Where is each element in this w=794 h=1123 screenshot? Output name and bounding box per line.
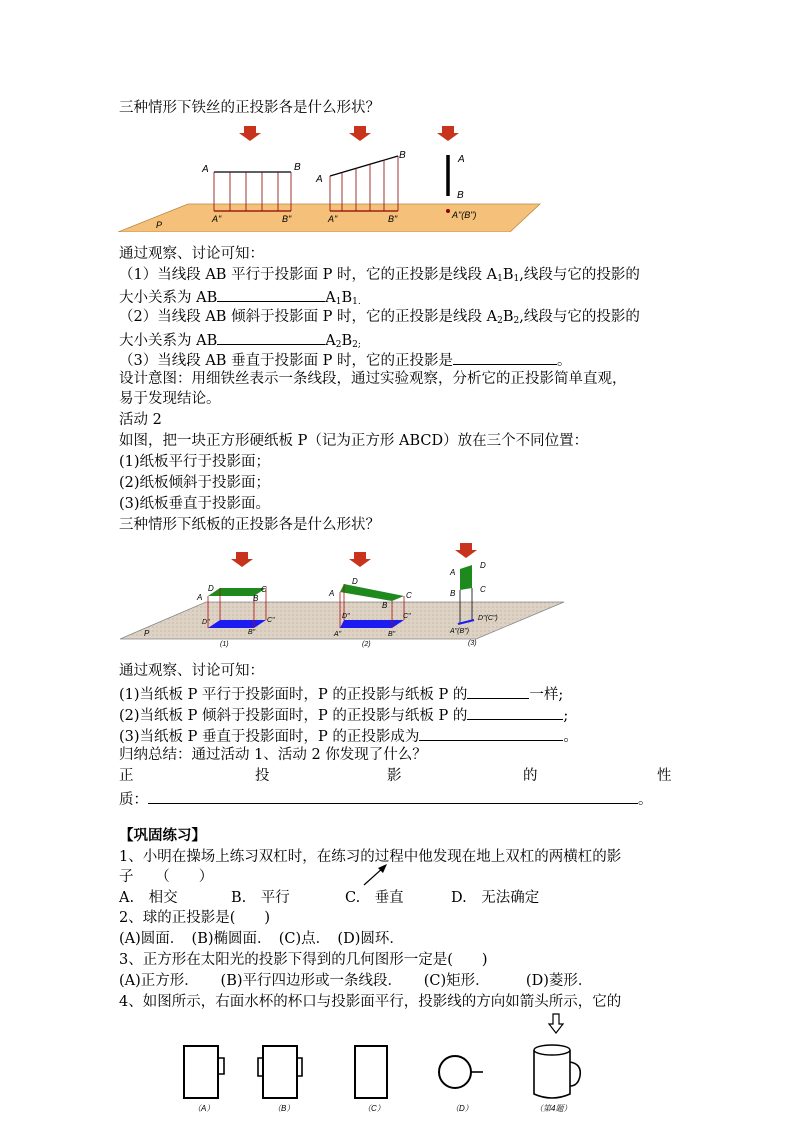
- obs1-line2: （2）当线段 AB 倾斜于投影面 P 时，它的正投影是线段 $A_2B_2$,线段与它的投影的: [119, 309, 640, 326]
- label-b1: B": [282, 214, 292, 224]
- q3-options: (A)正方形． (B)平行四边形或一条线段． (C)矩形． (D)菱形．: [119, 973, 593, 989]
- svg-text:（C）: （C）: [363, 1104, 385, 1113]
- obs1-line1: （1）当线段 AB 平行于投影面 P 时，它的正投影是线段 $A_1B_1$,线段与它的投影的: [119, 267, 640, 284]
- svg-text:C": C": [403, 613, 411, 620]
- q1-option-c[interactable]: C. 垂直: [345, 890, 404, 906]
- blank-1[interactable]: [217, 285, 325, 302]
- practice-q3: 3、正方形在太阳光的投影下得到的几何图形一定是( ): [119, 952, 488, 968]
- svg-text:（D）: （D）: [451, 1104, 473, 1113]
- q1-option-b[interactable]: B. 平行: [231, 890, 290, 906]
- svg-text:A: A: [450, 568, 456, 577]
- summary-question: 归纳总结：通过活动 1、活动 2 你发现了什么？: [119, 747, 427, 763]
- activity-2-desc: 如图，把一块正方形硬纸板 P（记为正方形 ABCD）放在三个不同位置：: [119, 433, 589, 449]
- projection-arrow-icon: [549, 1014, 563, 1033]
- label-a3b3: A"(B"): [452, 210, 477, 220]
- label-b2: B: [399, 150, 406, 161]
- svg-text:（第4题）: （第4题）: [535, 1104, 572, 1113]
- summary-line: 质： 。: [119, 787, 653, 810]
- question-board: 三种情形下纸板的正投影各是什么形状？: [119, 517, 380, 533]
- mug-rim: [534, 1045, 570, 1055]
- svg-text:C": C": [267, 617, 275, 624]
- blank-3[interactable]: [453, 348, 557, 365]
- svg-text:B: B: [382, 601, 388, 610]
- summary-word: 影: [387, 768, 402, 784]
- label-a: A: [202, 164, 209, 175]
- svg-text:C: C: [406, 591, 412, 600]
- label-a2: A: [316, 174, 323, 185]
- svg-text:D: D: [208, 584, 214, 593]
- blank-2[interactable]: [217, 328, 325, 345]
- blank-6[interactable]: [419, 724, 563, 741]
- q1-option-a[interactable]: A. 相交: [119, 890, 178, 906]
- svg-text:（A）: （A）: [193, 1104, 215, 1113]
- observation-intro: 通过观察、讨论可知：: [119, 246, 264, 262]
- svg-text:(3): (3): [468, 640, 477, 647]
- svg-text:A": A": [334, 631, 342, 638]
- obs2-line1: (1)当纸板 P 平行于投影面时，P 的正投影与纸板 P 的 一样;: [119, 682, 563, 705]
- mug: [534, 1050, 570, 1098]
- practice-q2: 2、球的正投影是( ): [119, 910, 271, 926]
- summary-word: 的: [523, 768, 538, 784]
- svg-text:D: D: [352, 577, 358, 586]
- question-wire: 三种情形下铁丝的正投影各是什么形状？: [119, 100, 380, 116]
- activity-2-item2: (2)纸板倾斜于投影面；: [119, 475, 271, 491]
- practice-q1b: 子 （ ）: [119, 869, 214, 885]
- board-vertical: [460, 565, 472, 590]
- svg-text:(2): (2): [362, 641, 371, 648]
- svg-text:D": D": [342, 613, 350, 620]
- summary-word: 正: [119, 768, 134, 784]
- svg-text:B": B": [388, 631, 396, 638]
- figure-cup-options: [175, 1012, 605, 1120]
- blank-4[interactable]: [467, 682, 529, 699]
- practice-q1: 1、小明在操场上练习双杠时，在练习的过程中他发现在地上双杠的两横杠的影: [119, 849, 622, 865]
- light-arrow: [239, 126, 261, 141]
- cup-option-b: [263, 1046, 297, 1098]
- svg-text:(1): (1): [220, 641, 229, 648]
- svg-text:P: P: [144, 629, 150, 638]
- obs1-line1b: 大小关系为 AB $A_1B_{1.}$: [119, 285, 361, 312]
- obs1-line3: （3）当线段 AB 垂直于投影面 P 时，它的正投影是 。: [119, 348, 572, 371]
- q1-option-d[interactable]: D. 无法确定: [451, 890, 540, 906]
- svg-text:A"(B"): A"(B"): [450, 628, 469, 635]
- segment-ab-tilted: [330, 156, 398, 176]
- light-arrow: [437, 126, 459, 141]
- obs1-line2b: 大小关系为 AB $A_2B_{2;}$: [119, 328, 361, 355]
- board-tilted: [340, 584, 404, 601]
- cup-option-c: [355, 1046, 387, 1098]
- q2-options: (A)圆面． (B)椭圆面． (C)点． (D)圆环．: [119, 931, 404, 947]
- svg-text:B: B: [253, 594, 259, 603]
- observation2-intro: 通过观察、讨论可知：: [119, 663, 264, 679]
- activity-2-item3: (3)纸板垂直于投影面。: [119, 496, 271, 512]
- activity-2-item1: (1)纸板平行于投影面；: [119, 454, 271, 470]
- summary-word: 投: [255, 768, 270, 784]
- obs2-line3: (3)当纸板 P 垂直于投影面时，P 的正投影成为 。: [119, 724, 578, 747]
- label-plane: P: [156, 220, 163, 230]
- blank-5[interactable]: [467, 703, 563, 720]
- svg-text:A: A: [197, 593, 203, 602]
- svg-text:D"(C"): D"(C"): [478, 615, 498, 622]
- design-intent-2: 易于发现结论。: [119, 391, 221, 407]
- pointer-arrow-icon: [360, 862, 390, 888]
- label-a1: A": [212, 214, 222, 224]
- svg-text:（B）: （B）: [273, 1104, 295, 1113]
- svg-text:D": D": [202, 619, 210, 626]
- label-a3: A: [458, 154, 465, 165]
- design-intent: 设计意图：用细铁丝表示一条线段，通过实验观察，分析它的正投影简单直观，: [119, 371, 627, 387]
- activity-2-title: 活动 2: [119, 412, 162, 428]
- light-arrow: [349, 126, 371, 141]
- practice-title: 【巩固练习】: [119, 827, 206, 844]
- blank-7[interactable]: [148, 787, 638, 804]
- label-b: B: [294, 162, 301, 173]
- svg-text:B": B": [248, 629, 256, 636]
- svg-text:C: C: [261, 585, 267, 594]
- svg-text:C: C: [480, 585, 486, 594]
- svg-text:A: A: [329, 589, 335, 598]
- obs2-line2: (2)当纸板 P 倾斜于投影面时，P 的正投影与纸板 P 的 ;: [119, 703, 568, 726]
- figure-board-projection: [120, 538, 568, 650]
- figure-wire-projection: [118, 122, 548, 232]
- cup-option-d: [439, 1056, 471, 1088]
- label-a21: A": [328, 214, 338, 224]
- svg-text:B: B: [450, 589, 456, 598]
- label-b21: B": [388, 214, 398, 224]
- label-b3: B: [457, 190, 464, 201]
- svg-text:D: D: [480, 561, 486, 570]
- practice-q4: 4、如图所示，右面水杯的杯口与投影面平行，投影线的方向如箭头所示，它的: [119, 994, 622, 1010]
- cup-option-a: [184, 1046, 218, 1098]
- summary-word: 性: [657, 768, 672, 784]
